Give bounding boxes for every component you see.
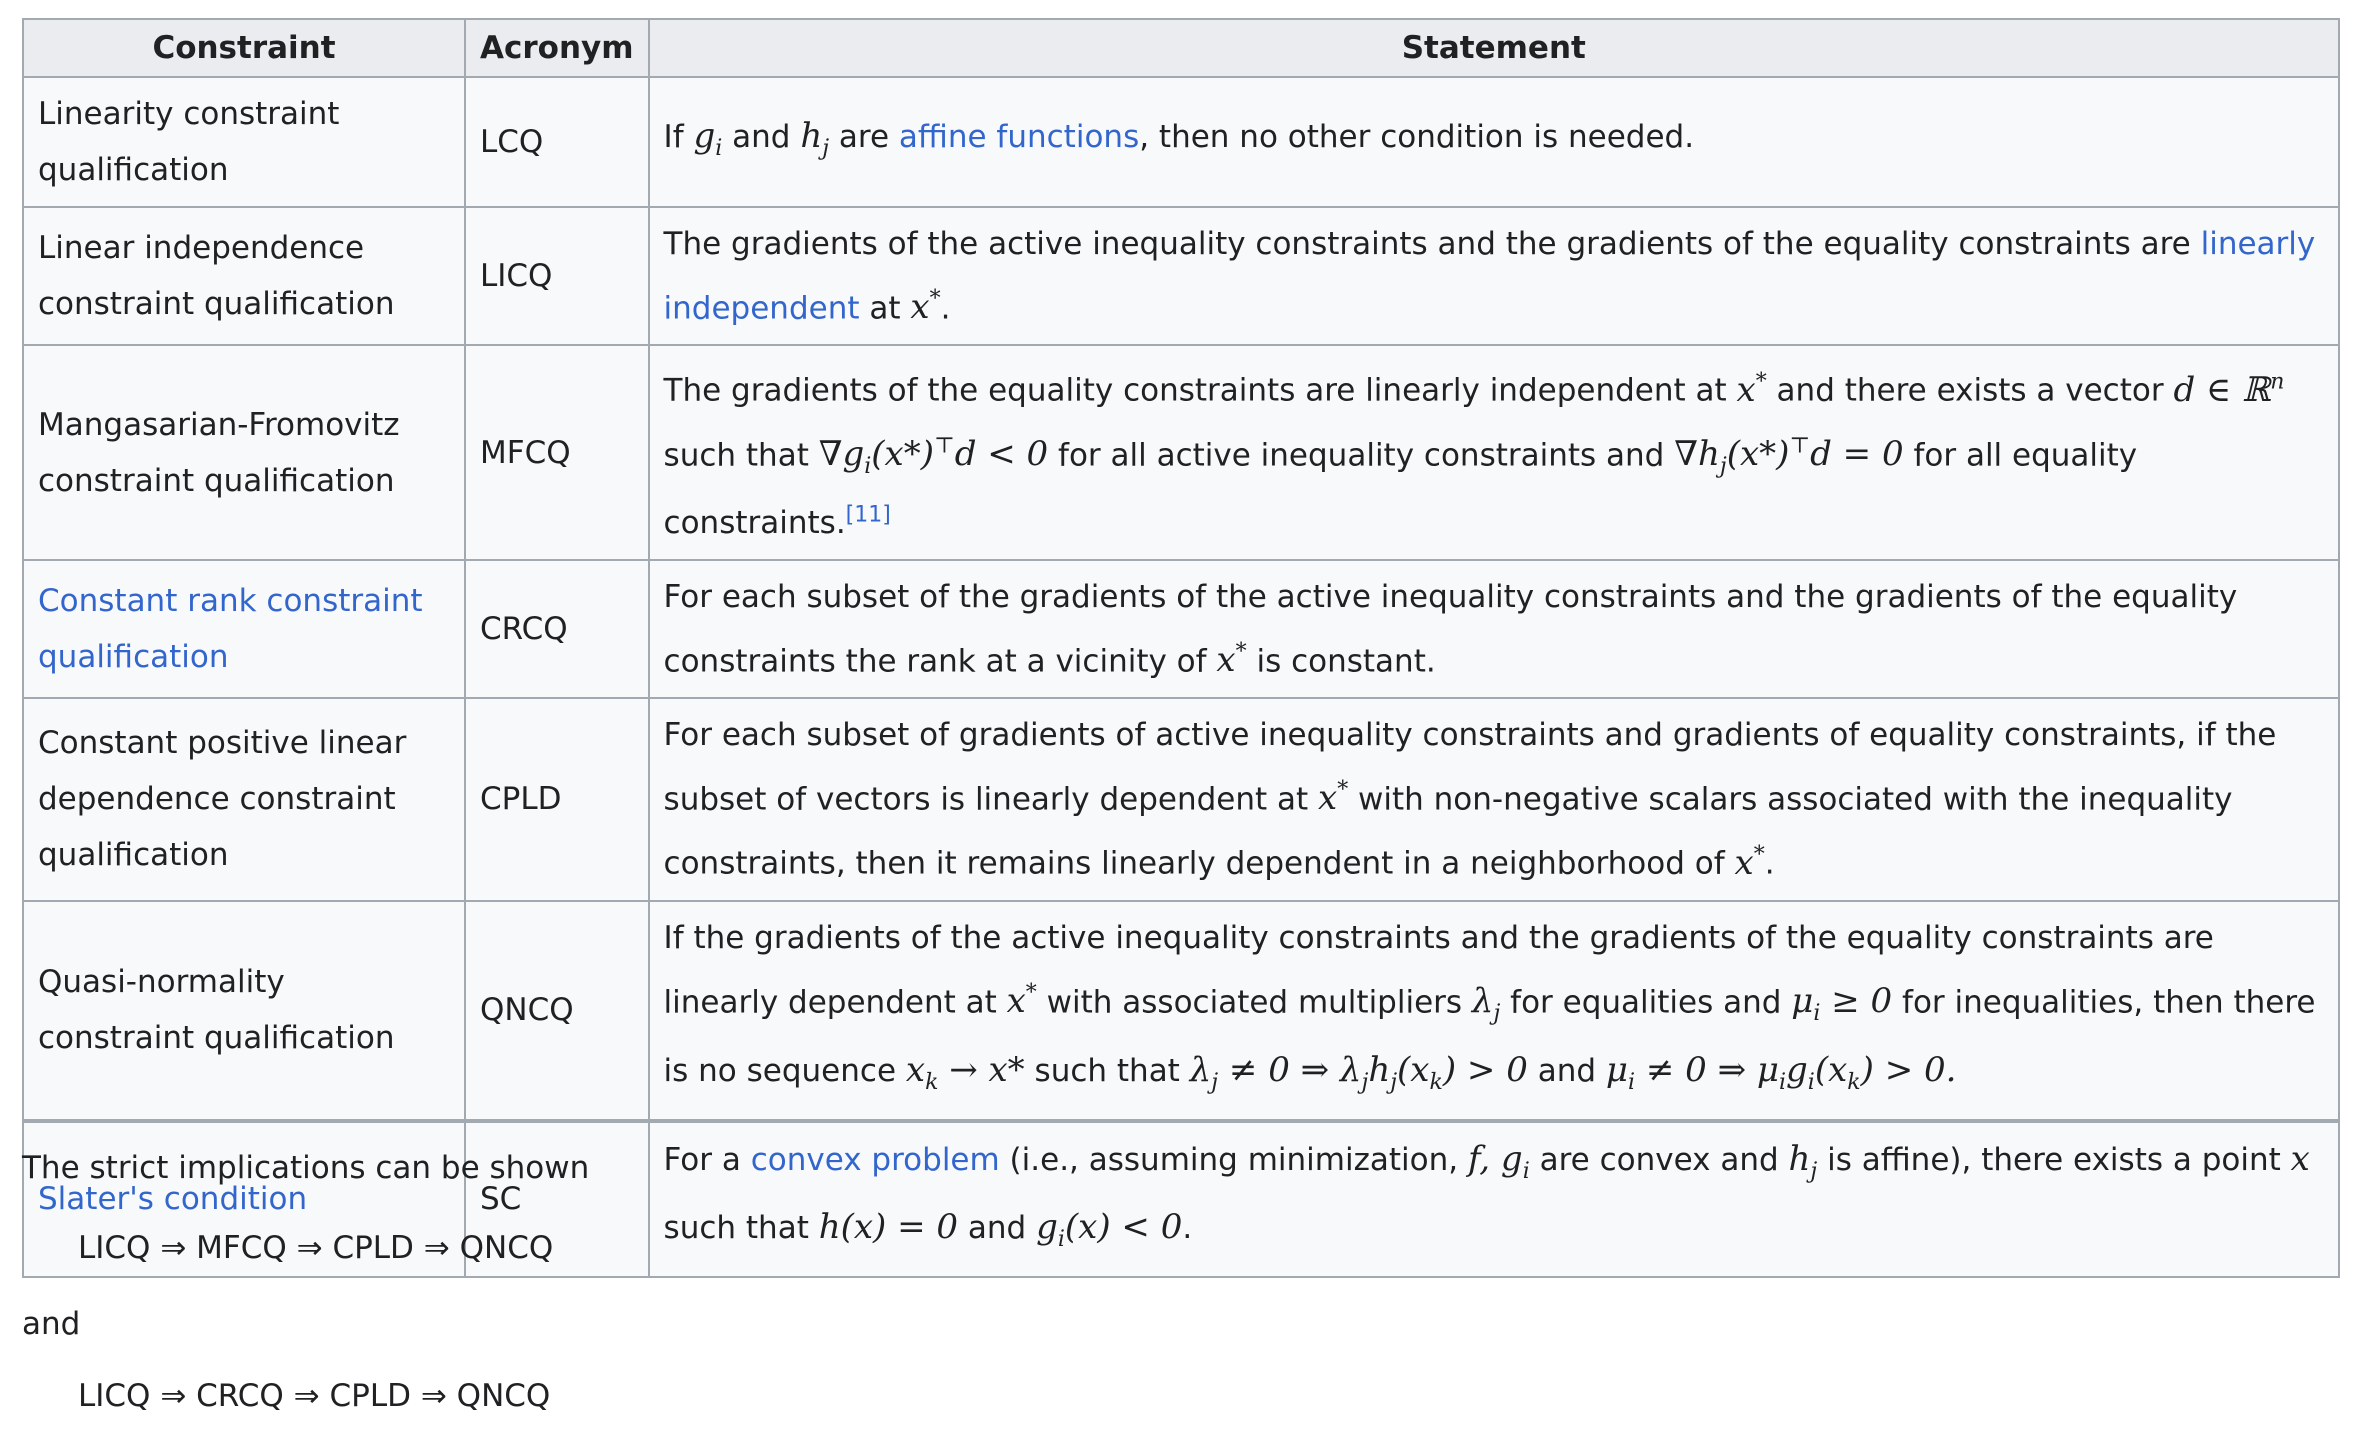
convex-problem-link[interactable]: convex problem [750, 1141, 1000, 1178]
math-expression: x* [910, 287, 941, 328]
statement-text: for inequalities, then there is no sequence [663, 984, 2316, 1089]
constraint-statement [649, 1121, 2339, 1278]
constraint-statement [649, 207, 2339, 345]
constraint-name [23, 560, 465, 698]
statement-text: . [940, 290, 951, 327]
constraint-acronym: MFCQ [465, 345, 649, 559]
header-statement: Statement [649, 19, 2339, 77]
statement-text: for equalities and [1500, 984, 1792, 1021]
constant-rank-link[interactable]: Constant rank constraint qualification [38, 582, 423, 675]
constraint-acronym: SC [465, 1121, 649, 1278]
constraint-qualifications-section [22, 18, 2340, 1278]
statement-text: , then no other condition is needed. [1139, 118, 1695, 155]
math-expression: x* [1736, 369, 1767, 410]
linearly-independent-link[interactable]: linearly independent [663, 226, 2316, 327]
statement-text: For a [663, 1141, 751, 1178]
affine-functions-link[interactable]: affine functions [898, 118, 1140, 155]
math-expression: x* [1216, 639, 1247, 681]
statement-text: and [722, 118, 801, 155]
statement-text: such that [663, 1210, 819, 1247]
constraint-acronym: LICQ [465, 207, 649, 345]
constraint-statement [649, 698, 2339, 901]
math-expression: $g_i$ [693, 115, 723, 161]
math-expression: $h_j$ [800, 115, 830, 161]
table-row [23, 560, 2339, 698]
header-acronym: Acronym [465, 19, 649, 77]
constraint-name: Mangasarian-Fromovitz constraint qualification [23, 345, 465, 559]
statement-text: for all equality constraints. [663, 436, 2138, 541]
math-expression: $x_k \to x*$ [905, 1049, 1025, 1095]
statement-text: is constant. [1246, 643, 1436, 680]
statement-text: . [1764, 845, 1775, 882]
constraint-name: Linear independence constraint qualification [23, 207, 465, 345]
math-expression: x [2290, 1138, 2310, 1179]
statement-text: and [958, 1210, 1037, 1247]
statement-text: and there exists a vector [1766, 372, 2174, 409]
implication-chain-2: LICQ ⇒ CRCQ ⇒ CPLD ⇒ QNCQ [78, 1378, 551, 1414]
statement-text: with non-negative scalars associated with the inequality constraints, then it remains linearly dependent in a neighborhood of [663, 781, 2233, 882]
math-expression: f, $g_i$ [1467, 1138, 1530, 1184]
math-expression: x* [1006, 980, 1037, 1022]
table-row [23, 345, 2339, 559]
statement-text: For each subset of gradients of active inequality constraints and gradients of equality constraints, if the subset of vectors is linearly dependent at [663, 717, 2277, 818]
constraint-statement [649, 345, 2339, 559]
statement-text: such that [663, 436, 819, 473]
statement-text: The gradients of the active inequality constraints and the gradients of the equality constraints are [663, 226, 2201, 262]
math-expression: $\lambda_j \ne 0$ ⇒ $\lambda_jh_j(x_k) > 0$ [1189, 1049, 1528, 1095]
math-expression: $\mu_i \ge 0$ [1791, 981, 1893, 1026]
statement-text: for all active inequality constraints and [1048, 436, 1675, 473]
math-expression: $h_j$ [1788, 1138, 1818, 1184]
constraint-acronym: LCQ [465, 77, 649, 207]
statement-text: If the gradients of the active inequality constraints and the gradients of the equality constraints are linearly dependent at [663, 919, 2214, 1021]
slaters-condition-link[interactable]: Slater's condition [38, 1181, 308, 1218]
header-constraint: Constraint [23, 19, 465, 77]
statement-text: For each subset of the gradients of the active inequality constraints and the gradients of the equality constraints the rank at a vicinity of [663, 578, 2238, 680]
statement-text: is affine), there exists a point [1817, 1141, 2291, 1178]
statement-text: The gradients of the equality constraints are linearly independent at [663, 372, 1737, 409]
statement-text: are convex and [1529, 1141, 1789, 1178]
math-expression: $g_i(x) < 0$ [1036, 1207, 1183, 1253]
math-expression: $\nabla h_j(x*)^⊤d = 0$ [1674, 433, 1904, 479]
constraint-qualifications-table [22, 18, 2340, 1278]
constraint-acronym: QNCQ [465, 901, 649, 1121]
math-expression: x* [1318, 778, 1349, 819]
implications-intro: The strict implications can be shown [22, 1150, 590, 1186]
statement-text: . [1182, 1210, 1193, 1247]
table-header-row [23, 19, 2339, 77]
statement-text: at [859, 290, 911, 327]
constraint-statement [649, 77, 2339, 207]
math-expression: d ∈ ℝ$^n$ [2173, 369, 2285, 410]
implication-chain-1: LICQ ⇒ MFCQ ⇒ CPLD ⇒ QNCQ [78, 1230, 554, 1266]
constraint-name: Quasi-normality constraint qualification [23, 901, 465, 1121]
statement-text: and [1527, 1052, 1606, 1089]
table-row [23, 207, 2339, 345]
constraint-acronym: CPLD [465, 698, 649, 901]
table-row [23, 77, 2339, 207]
table-row [23, 901, 2339, 1121]
math-expression: x* [1734, 842, 1765, 883]
constraint-name: Linearity constraint qualification [23, 77, 465, 207]
math-expression: h(x) = 0 [818, 1207, 959, 1248]
statement-text: are [829, 118, 899, 155]
constraint-acronym: CRCQ [465, 560, 649, 698]
statement-text: such that [1024, 1052, 1190, 1089]
table-row [23, 698, 2339, 901]
constraint-name: Constant positive linear dependence constraint qualification [23, 698, 465, 901]
and-text: and [22, 1306, 81, 1342]
statement-text: (i.e., assuming minimization, [999, 1141, 1468, 1178]
constraint-statement [649, 560, 2339, 698]
math-expression: $\nabla g_i(x*)^⊤d < 0$ [818, 433, 1049, 479]
math-expression: $\lambda_j$ [1471, 981, 1501, 1026]
statement-text: If [663, 118, 694, 155]
constraint-statement [649, 901, 2339, 1121]
math-expression: $\mu_i \ne 0$ ⇒ $\mu_ig_i(x_k) > 0$. [1605, 1049, 1957, 1095]
statement-text: with associated multipliers [1036, 984, 1472, 1021]
reference-link[interactable]: [11] [845, 502, 891, 528]
